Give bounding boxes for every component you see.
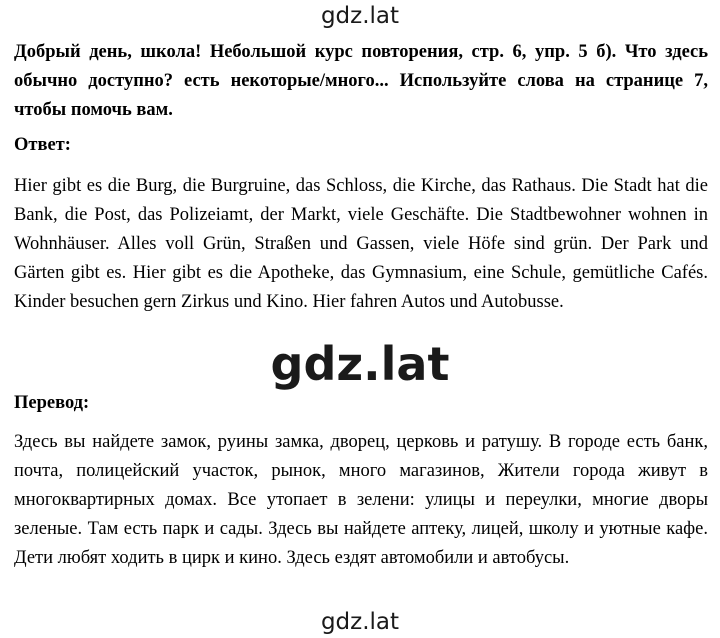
answer-label: Ответ: bbox=[14, 135, 71, 155]
watermark-middle: gdz.lat bbox=[270, 337, 450, 391]
watermark-top: gdz.lat bbox=[320, 3, 400, 29]
translation-label: Перевод: bbox=[14, 393, 90, 413]
task-text: Добрый день, школа! Небольшой курс повторения, стр. 6, упр. 5 б). Что здесь обычно доступно? есть некоторые/много... Используйте слова на странице 7, чтобы помочь вам. bbox=[14, 42, 708, 120]
answer-text: Hier gibt es die Burg, die Burgruine, das Schloss, die Kirche, das Rathaus. Die Stadt hat die Bank, die Post, das Polizeiamt, der Markt, viele Geschäfte. Die Stadtbewohner wohnen in Wohnhäuser. Alles voll Grün, Straßen und Gassen, viele Höfe sind grün. Der Park und Gärten gibt es. Hier gibt es die Apotheke, das Gymnasium, eine Schule, gemütliche Cafés. Kinder besuchen gern Zirkus und Kino. Hier fahren Autos und Autobusse. bbox=[14, 176, 708, 312]
watermark-bottom: gdz.lat bbox=[320, 609, 400, 635]
translation-text: Здесь вы найдете замок, руины замка, дворец, церковь и ратушу. В городе есть банк, почта, полицейский участок, рынок, много магазинов, Жители города живут в многоквартирных домах. Все утопает в зелени: улицы и переулки, многие дворы зеленые. Там есть парк и сады. Здесь вы найдете аптеку, лицей, школу и уютные кафе. Дети любят ходить в цирк и кино. Здесь ездят автомобили и автобусы. bbox=[14, 432, 708, 568]
